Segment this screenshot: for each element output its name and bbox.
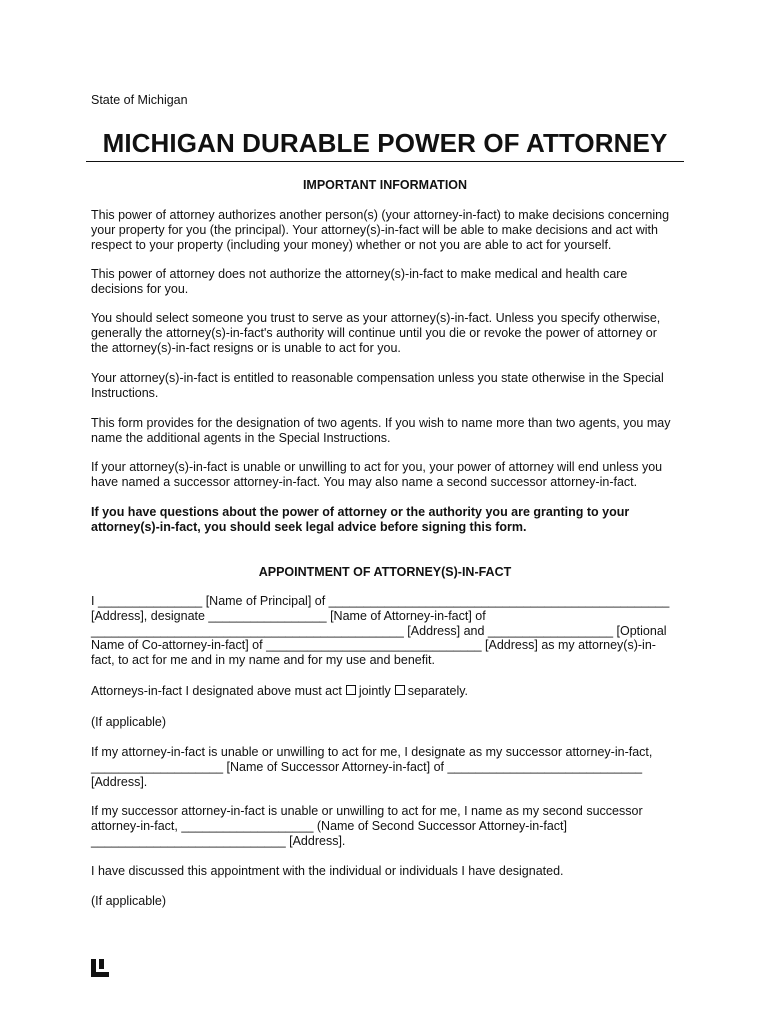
jointly-label: jointly: [358, 684, 391, 698]
text-line: attorney(s)-in-fact, you should seek legal advice before signing this form.: [91, 519, 527, 534]
text-line: I _______________ [Name of Principal] of _________________________________________________: [91, 594, 670, 608]
separately-label: separately.: [407, 684, 469, 698]
text-line: generally the attorney(s)-in-fact's authority will continue until you die or revoke the power of attorney or: [91, 325, 657, 340]
state-label: State of Michigan: [91, 93, 188, 107]
second-successor-paragraph: [91, 804, 681, 848]
text-line: This power of attorney authorizes another person(s) (your attorney-in-fact) to make decisions concerning: [91, 208, 670, 222]
text-line: name the additional agents in the Special Instructions.: [91, 430, 391, 445]
text-line: If your attorney(s)-in-fact is unable or unwilling to act for you, your power of attorney will end unless you: [91, 460, 663, 474]
act-option-row: [91, 684, 681, 699]
text-line: This power of attorney does not authorize the attorney(s)-in-fact to make medical and health care: [91, 267, 628, 281]
important-information-heading: IMPORTANT INFORMATION: [302, 178, 468, 192]
document-logo-icon: [91, 959, 109, 977]
important-paragraph-4: [91, 371, 681, 401]
text-line: Instructions.: [91, 385, 159, 400]
act-option-prefix: Attorneys-in-fact I designated above must act: [91, 684, 342, 698]
text-line: respect to your property (including your money) whether or not you are able to act for yourself.: [91, 237, 612, 252]
text-line: Name of Co-attorney-in-fact] of _______________________________ [Address] as my attorney(s)-in-: [91, 638, 656, 653]
text-line: attorney-in-fact, ___________________ (Name of Second Successor Attorney-in-fact]: [91, 818, 567, 833]
appointment-paragraph: [91, 594, 681, 668]
jointly-checkbox[interactable]: [346, 685, 356, 695]
important-paragraph-2: [91, 267, 681, 297]
title-underline: [86, 161, 684, 162]
separately-checkbox[interactable]: [395, 685, 405, 695]
text-line: the attorney(s)-in-fact resigns or is unable to act for you.: [91, 340, 401, 355]
text-line: [Address], designate _________________ [Name of Attorney-in-fact] of: [91, 608, 486, 623]
successor-paragraph: [91, 745, 681, 789]
if-applicable-note-1: (If applicable): [91, 715, 167, 729]
important-paragraph-6: [91, 460, 681, 490]
text-line: If my successor attorney-in-fact is unable or unwilling to act for me, I name as my second successor: [91, 804, 643, 818]
important-paragraph-1: [91, 208, 681, 252]
text-line: _____________________________________________ [Address] and __________________ [Optional: [91, 623, 667, 638]
text-line: This form provides for the designation of two agents. If you wish to name more than two agents, you may: [91, 416, 671, 430]
text-line: have named a successor attorney-in-fact. You may also name a second successor attorney-in-fact.: [91, 474, 638, 489]
page-title: MICHIGAN DURABLE POWER OF ATTORNEY: [102, 128, 668, 158]
text-line: [Address].: [91, 774, 148, 789]
text-line: Your attorney(s)-in-fact is entitled to reasonable compensation unless you state otherwise in the Special: [91, 371, 664, 385]
text-line: your property for you (the principal). Your attorney(s)-in-fact will be able to make decisions and act with: [91, 222, 658, 237]
text-line: ___________________ [Name of Successor Attorney-in-fact] of ____________________________: [91, 759, 643, 774]
text-line: ____________________________ [Address].: [91, 833, 346, 848]
if-applicable-note-2: (If applicable): [91, 894, 167, 908]
important-paragraph-5: [91, 416, 681, 446]
text-line: If my attorney-in-fact is unable or unwilling to act for me, I designate as my successor attorney-in-fact,: [91, 745, 653, 759]
text-line: If you have questions about the power of attorney or the authority you are granting to your: [91, 505, 630, 519]
text-line: fact, to act for me and in my name and for my use and benefit.: [91, 653, 435, 668]
important-paragraph-3: [91, 311, 681, 355]
text-line: You should select someone you trust to serve as your attorney(s)-in-fact. Unless you specify otherwise,: [91, 311, 661, 325]
legal-advice-notice: [91, 505, 681, 535]
text-line: decisions for you.: [91, 281, 189, 296]
appointment-heading: APPOINTMENT OF ATTORNEY(S)-IN-FACT: [258, 565, 512, 579]
discussion-statement: I have discussed this appointment with the individual or individuals I have designated.: [91, 864, 564, 878]
